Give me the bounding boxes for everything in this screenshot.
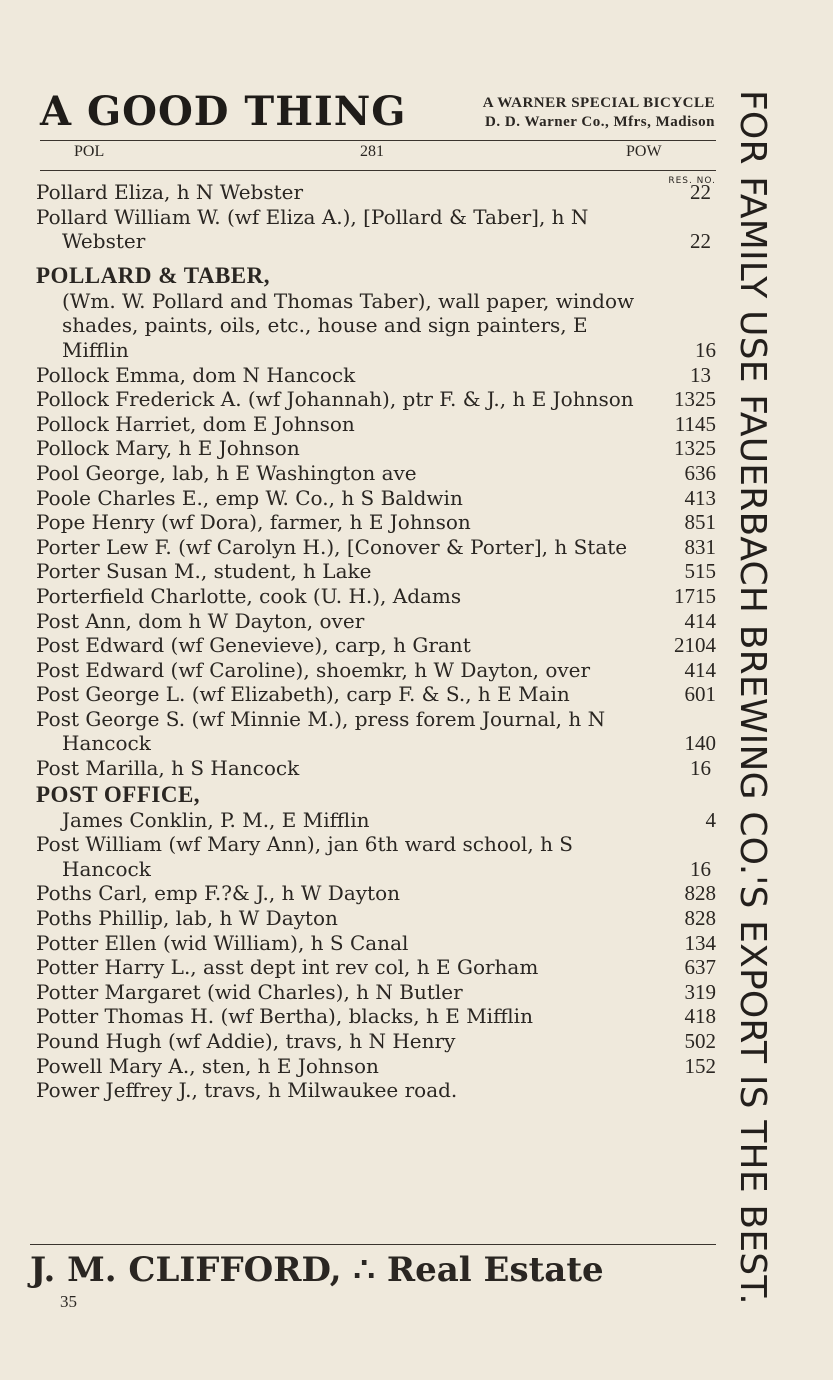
ad-subtext	[413, 94, 715, 132]
entry-text: Poths Carl, emp F.?& J., h W Dayton	[36, 881, 400, 906]
residence-number: 2104	[674, 633, 716, 658]
entry-text: Poths Phillip, lab, h W Dayton	[36, 906, 338, 931]
entry-text: Potter Harry L., asst dept int rev col, h E Gorham	[36, 955, 539, 980]
entry-text: Post William (wf Mary Ann), jan 6th ward school, h S Hancock	[36, 832, 574, 881]
directory-entry	[62, 289, 716, 363]
residence-number: 418	[684, 1004, 716, 1029]
directory-entry	[36, 559, 716, 584]
entry-text: Potter Margaret (wid Charles), h N Butler	[36, 979, 463, 1004]
residence-number: 319	[684, 979, 716, 1004]
residence-number: 16	[695, 337, 716, 362]
residence-number: 413	[684, 485, 716, 510]
entry-text: Power Jeffrey J., travs, h Milwaukee road.	[36, 1078, 458, 1103]
entry-text: Pollock Mary, h E Johnson	[36, 436, 300, 461]
directory-entry	[36, 583, 716, 609]
directory-entry	[36, 706, 716, 756]
directory-entry	[36, 930, 716, 956]
residence-number: 828	[684, 881, 716, 906]
entry-text: Poole Charles E., emp W. Co., h S Baldwin	[36, 485, 463, 510]
header-rule	[40, 140, 716, 141]
entries-group-e	[36, 832, 716, 1103]
directory-entry	[36, 906, 716, 931]
entry-text: Pollock Emma, dom N Hancock	[36, 362, 356, 387]
residence-number: 1145	[674, 411, 716, 436]
entry-text: Pollard Eliza, h N Webster	[36, 180, 304, 204]
directory-entry	[62, 808, 716, 833]
directory-entry	[36, 411, 716, 437]
running-head-rule	[40, 170, 716, 171]
entry-text: Porter Lew F. (wf Carolyn H.), [Conover & Porter], h State	[36, 534, 628, 559]
residence-number-column-head: RES. NO.	[668, 176, 716, 186]
ad-line-2: D. D. Warner Co., Mfrs, Madison	[485, 114, 715, 130]
footer-rule	[30, 1244, 716, 1245]
header-advertisement	[40, 88, 720, 142]
residence-number: 414	[684, 657, 716, 682]
ad-line-1: A WARNER SPECIAL BICYCLE	[482, 95, 715, 111]
directory-listing	[36, 180, 716, 1103]
directory-entry	[36, 657, 716, 683]
residence-number: 636	[684, 460, 716, 485]
folio-number: 35	[60, 1292, 77, 1311]
directory-entry	[36, 460, 716, 486]
residence-number: 851	[684, 510, 716, 535]
entry-text: Pollock Frederick A. (wf Johannah), ptr F. & J., h E Johnson	[36, 387, 634, 412]
entry-text: Post Edward (wf Caroline), shoemkr, h W Dayton, over	[36, 657, 591, 682]
entry-text: Pool George, lab, h E Washington ave	[36, 460, 417, 485]
entry-text: Porter Susan M., student, h Lake	[36, 559, 372, 584]
entry-text: Powell Mary A., sten, h E Johnson	[36, 1053, 379, 1078]
entry-text: Pope Henry (wf Dora), farmer, h E Johnson	[36, 510, 471, 535]
residence-number: 502	[684, 1029, 716, 1053]
directory-entry: Post Marilla, h S Hancock 16	[62, 756, 716, 781]
residence-number: 515	[684, 559, 716, 584]
footer-advertisement: J. M. CLIFFORD, ∴ Real Estate	[30, 1250, 604, 1290]
directory-entry: Post William (wf Mary Ann), jan 6th ward school, h S Hancock 16	[62, 832, 716, 881]
entry-text: Post George S. (wf Minnie M.), press forem Journal, h N Hancock	[36, 706, 606, 756]
directory-entry	[36, 633, 716, 658]
page-number: 281	[360, 143, 384, 160]
entry-text: James Conklin, P. M., E Mifflin	[62, 807, 370, 832]
residence-number: 1715	[674, 583, 716, 608]
running-head-right: POW	[626, 143, 662, 160]
directory-entry	[36, 485, 716, 511]
business-heading-pollard-taber: POLLARD & TABER,	[36, 262, 270, 288]
entry-text: Potter Ellen (wid William), h S Canal	[36, 930, 409, 955]
directory-entry: Pollard Eliza, h N Webster 22	[62, 180, 716, 205]
side-banner-text: FOR FAMILY USE FAUERBACH BREWING CO.'S EXPORT IS THE BEST.	[732, 90, 773, 1305]
directory-entry	[36, 1004, 716, 1029]
side-banner	[726, 90, 776, 1330]
directory-entry	[36, 1029, 716, 1054]
directory-entry	[36, 1053, 716, 1079]
residence-number: 1325	[674, 387, 716, 412]
directory-entry	[36, 682, 716, 707]
residence-number: 134	[684, 930, 716, 955]
residence-number: 140	[684, 731, 716, 756]
directory-entry	[36, 510, 716, 535]
entry-text: Pollock Harriet, dom E Johnson	[36, 411, 355, 436]
directory-entry	[36, 436, 716, 461]
residence-number: 4	[705, 807, 716, 832]
directory-entry	[36, 881, 716, 906]
entry-text: Post Marilla, h S Hancock	[36, 756, 300, 781]
directory-entry	[36, 387, 716, 412]
entry-text: Post Ann, dom h W Dayton, over	[36, 608, 365, 633]
residence-number: 637	[684, 955, 716, 980]
entries-group-d	[36, 808, 716, 833]
directory-entry	[36, 979, 716, 1005]
ad-headline: A GOOD THING	[40, 88, 407, 135]
business-heading-post-office: POST OFFICE,	[36, 781, 201, 807]
entries-group-a	[36, 180, 716, 254]
entries-group-b	[36, 289, 716, 363]
entries-group-c	[36, 363, 716, 781]
residence-number: 152	[684, 1053, 716, 1078]
directory-entry	[36, 1078, 716, 1103]
entry-text: Pollard William W. (wf Eliza A.), [Pollard & Taber], h N Webster	[36, 204, 589, 254]
directory-entry	[36, 955, 716, 980]
residence-number: 601	[684, 682, 716, 707]
entry-text: Post George L. (wf Elizabeth), carp F. & S., h E Main	[36, 682, 570, 707]
entry-text: Pound Hugh (wf Addie), travs, h N Henry	[36, 1029, 456, 1053]
residence-number: 414	[684, 608, 716, 633]
directory-entry: Pollard William W. (wf Eliza A.), [Pollard & Taber], h N Webster 22	[62, 205, 716, 254]
directory-entry	[36, 534, 716, 560]
running-head-left: POL	[74, 143, 105, 160]
directory-entry: Pollock Emma, dom N Hancock 13	[62, 363, 716, 388]
residence-number: 831	[684, 534, 716, 559]
entry-text: Porterfield Charlotte, cook (U. H.), Adams	[36, 583, 462, 608]
directory-entry	[36, 608, 716, 634]
entry-text: (Wm. W. Pollard and Thomas Taber), wall paper, window shades, paints, oils, etc., house and sign painters, E Mifflin	[62, 288, 635, 362]
entry-text: Potter Thomas H. (wf Bertha), blacks, h E Mifflin	[36, 1004, 533, 1029]
entry-text: Post Edward (wf Genevieve), carp, h Grant	[36, 633, 471, 658]
residence-number: 1325	[674, 436, 716, 461]
residence-number: 828	[684, 906, 716, 931]
